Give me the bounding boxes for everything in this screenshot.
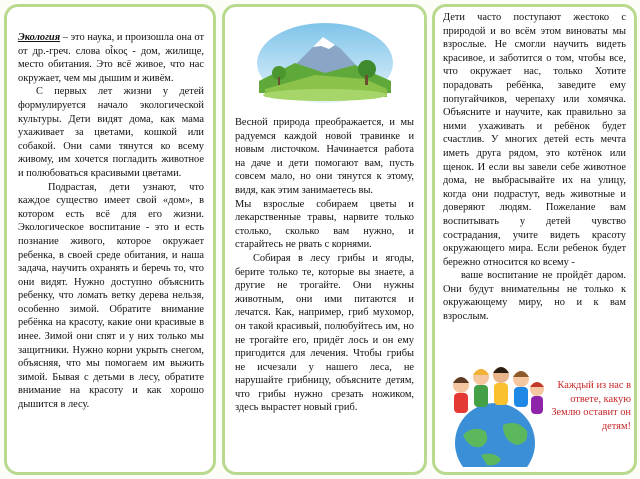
column-body: [18, 31, 204, 412]
children-on-globe-icon: [441, 351, 549, 467]
paragraph-growing-up: Подрастая, дети узнают, что каждое существо имеет свой «дом», в котором есть всё для его жизни. Экологическое воспитание - это и есть познание живого, которое окружает ребенка, в своей среде обитания, и наша задача, научить охранять и беречь то, что они видят. Нужно доступно объяснить ребенку, что ломать ветку дерева нельзя, особенно зимой. Обратите внимание ребёнка на красоту, какие они красивые в инее. Зимой они спят и у них только мы защитники. Нужно корни укрыть снегом, объясняя, что мы помогаем им выжить зимой. Бывая с детьми в лесу, обратите внимание на красоту и как хорошо дышится в лесу.: [18, 181, 204, 411]
definition-text: – это наука, и произошла она от от др.-греч. слова oἶκος - дом, жилище, место обитания. Это всё живое, что нас окружает, чем мы дышим и живём.: [18, 32, 204, 84]
column-body: [443, 11, 626, 324]
column-body: [235, 116, 414, 415]
paragraph-spring: Весной природа преображается, и мы радуемся каждой новой травинке и новым листочком. Начинается работа на даче и дети помогают вам, пусть совсем мало, но они тянутся к этому, видя, как этим занимаетесь вы.: [235, 117, 414, 196]
paragraph-mushrooms: Собирая в лесу грибы и ягоды, берите только те, которые вы знаете, а другие не трогайте. Они нужны животным, они ими питаются и лечатся. Как, например, гриб мухомор, он такой красивый, полюбуйтесь им, но не трогайте его, придёт лось и он ему пригодится для лечения. Чтобы грибы не исчезали у нашего леса, не нарушайте грибницу, объясните детям, что грибы нужно срезать ножиком, здесь вырастет новый гриб.: [235, 252, 414, 414]
paragraph-definition: [18, 31, 204, 85]
paragraph-early-years: С первых лет жизни у детей формулируется начало экологической культуры. Дети видят дома, как мама ухаживает за цветами, кошкой или собакой. Они сами тянутся ко всему живому, им хочется погладить животное и полюбоваться красивыми цветами.: [18, 86, 204, 179]
paragraph-herbs: Мы взрослые собираем цветы и лекарственные травы, нарвите только столько, сколько вам нужно, и старайтесь не рвать с корнями.: [235, 198, 414, 251]
column-care-for-animals: [432, 4, 637, 475]
mountain-landscape-icon: [255, 19, 395, 105]
column-ecology-definition: [4, 4, 216, 475]
slogan-text: Каждый из нас в ответе, какую Землю оставит он детям!: [551, 380, 631, 432]
paragraph-upbringing: ваше воспитание не пройдёт даром. Они будут внимательны не только к окружающему миру, но и к вам взрослым.: [443, 270, 626, 323]
term-ecology: Экология: [18, 32, 61, 43]
column-spring-nature: [222, 4, 427, 475]
paragraph-cruelty: Дети часто поступают жестоко с природой и во всём этом виноваты мы взрослые. Не смогли научить видеть красивое, и заботится о том, чтобы все, что окружает нас, только Хотите порадовать ребёнка, заведите ему попугайчиков, черепаху или хомячка. Объясните и научите, как правильно за ними ухаживать и ребёнок будет счастлив. У многих детей есть мечта иметь друга рядом, это котёнок или щенок. И если вы завели себе животное дома, не выбрасывайте их на улицу, когда они подрастут, ведь животные и доверяют людям. Пожелание вам воспитывать у детей чувство сострадания, учите видеть красоту окружающего мира. Если ребенок будет бережно относится ко всему -: [443, 12, 626, 268]
